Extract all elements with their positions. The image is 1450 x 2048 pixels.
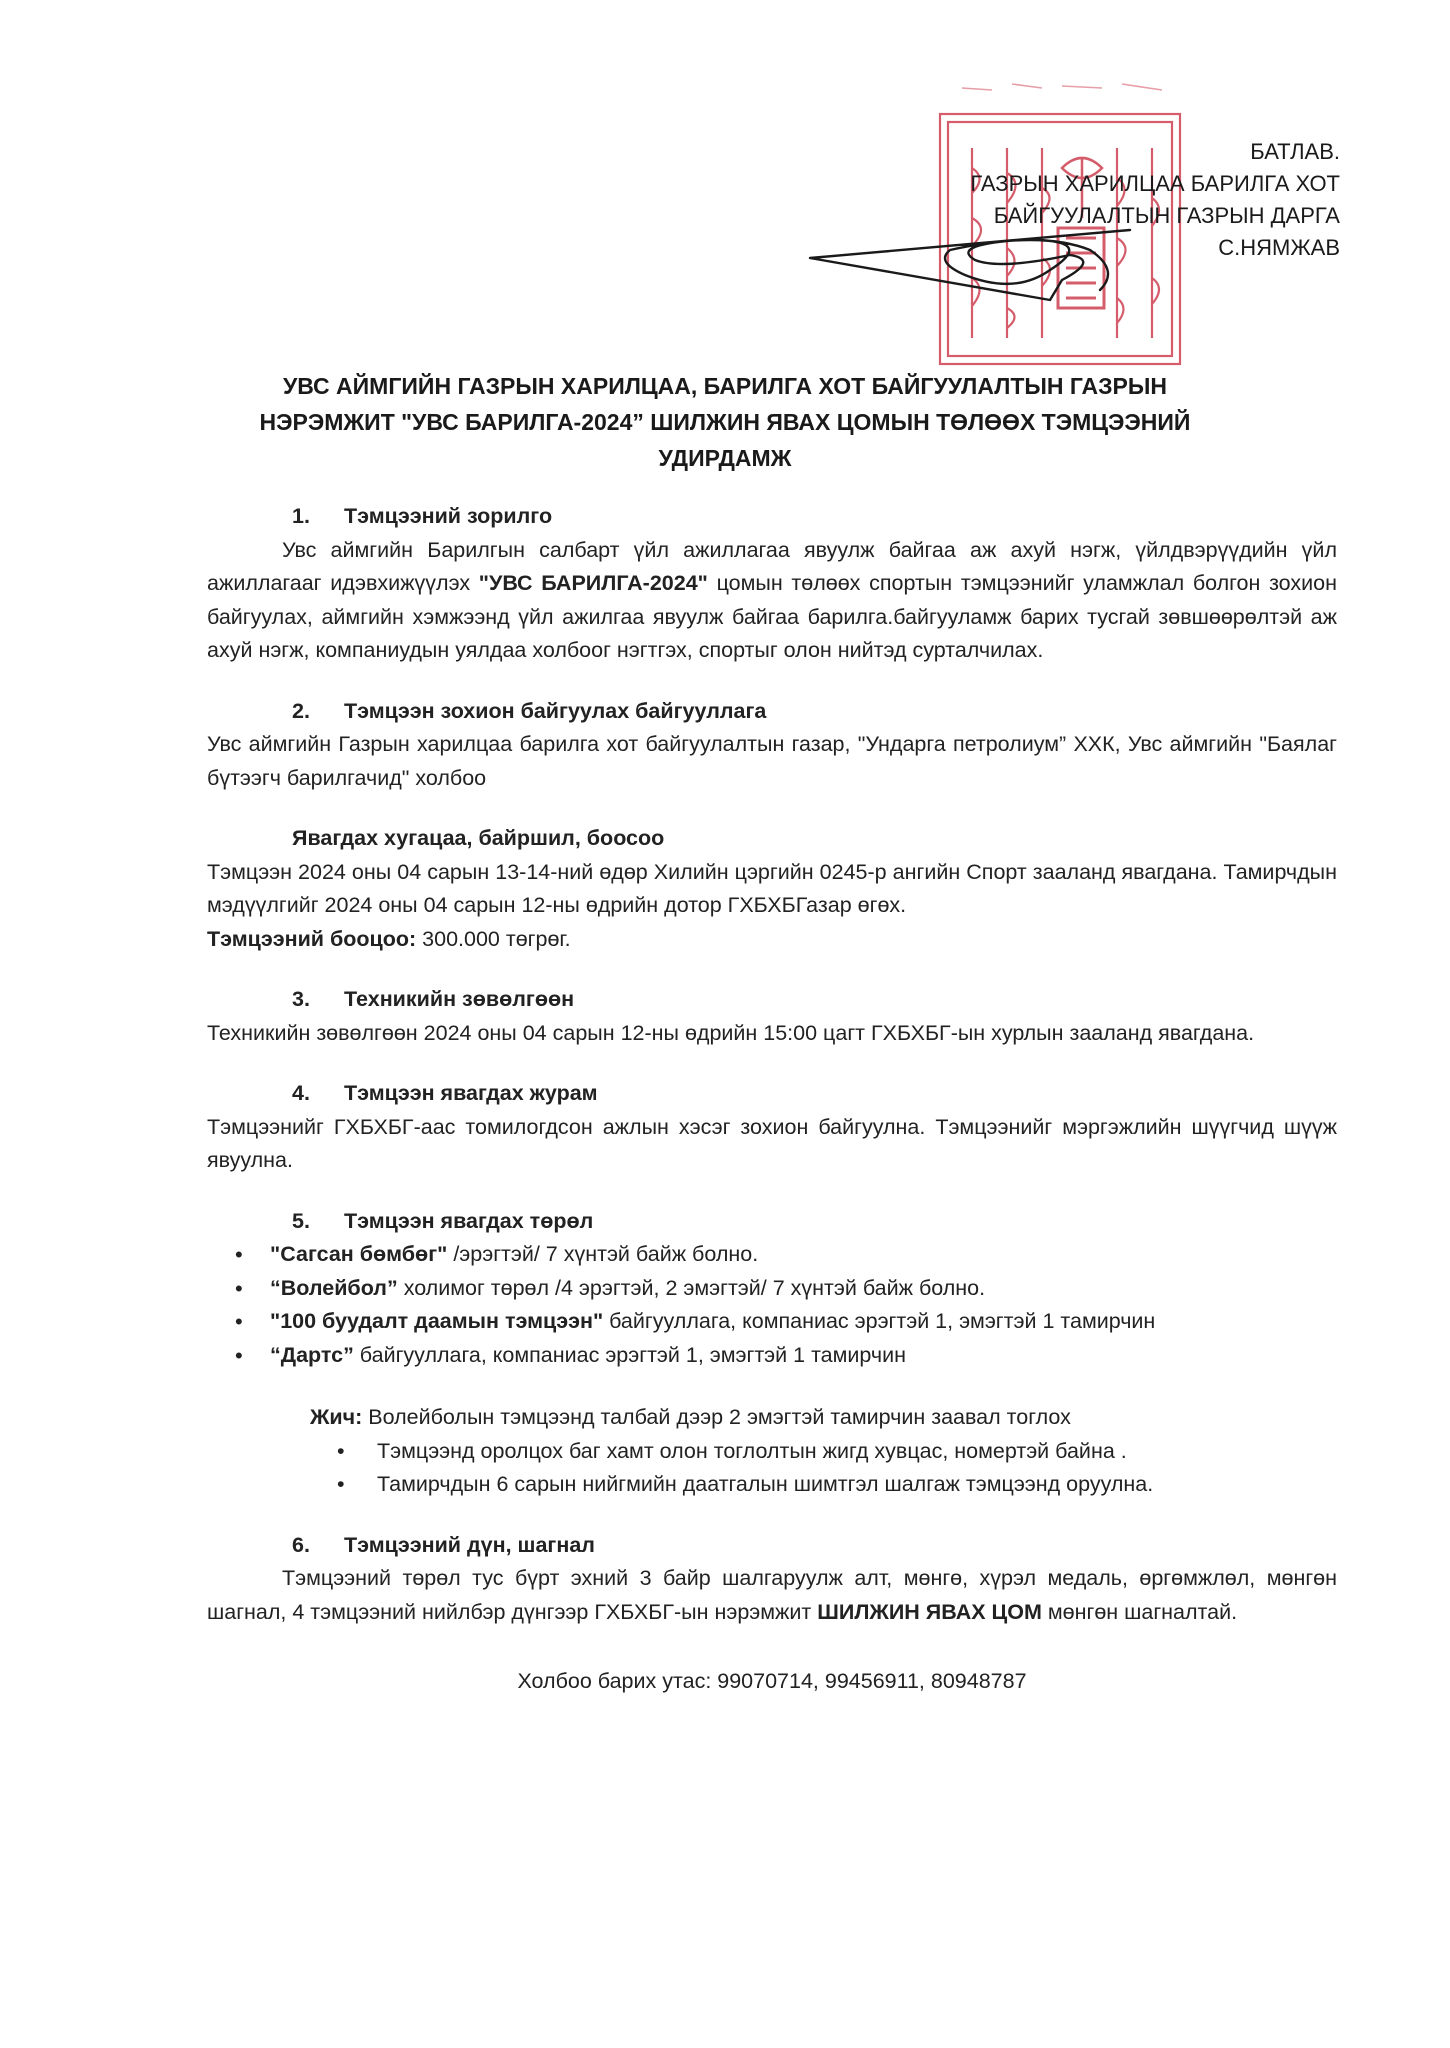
approval-org-line1: ГАЗРЫН ХАРИЛЦАА БАРИЛГА ХОТ bbox=[970, 171, 1340, 196]
section-6-paragraph bbox=[207, 1562, 1337, 1629]
text-run: цомын төлөөх спортын тэмцээнийг уламжлал болгон зохион байгуулах, аймгийн хэмжээнд үйл ажилгаа явуулж байгаа барилга.байгууламж барих тусгай зөвшөөрөлтэй аж ахуй нэгж, компаниудын уялдаа холбоог нэгтгэх, спортыг олон нийтэд сурталчилах. bbox=[207, 571, 1337, 662]
section-number: 1. bbox=[292, 504, 310, 528]
fee-line bbox=[207, 923, 1337, 957]
title-line-2: НЭРЭМЖИТ "УВС БАРИЛГА-2024” ШИЛЖИН ЯВАХ ЦОМЫН ТӨЛӨӨХ ТЭМЦЭЭНИЙ bbox=[259, 409, 1191, 435]
text-run: Увс аймгийн Барилгын салбарт үйл ажиллагаа явуулж байгаа аж ахуй нэгж, үйлдвэрүүдийн үйл ажиллагааг идэвхижүүлэх bbox=[207, 537, 1337, 595]
section-number: 4. bbox=[292, 1081, 310, 1105]
section-1-heading bbox=[292, 500, 1337, 534]
approval-signer: С.НЯМЖАВ bbox=[1218, 235, 1340, 260]
list-item bbox=[207, 1238, 1337, 1272]
section-2-heading bbox=[292, 695, 1337, 729]
item-name: “Волейбол” bbox=[270, 1275, 398, 1300]
note-list bbox=[207, 1435, 1337, 1502]
contact-phones: Холбоо барих утас: 99070714, 99456911, 80948787 bbox=[517, 1669, 1027, 1693]
approval-org-line2: БАЙГУУЛАЛТЫН ГАЗРЫН ДАРГА bbox=[993, 203, 1340, 228]
schedule-paragraph: Тэмцээн 2024 оны 04 сарын 13-14-ний өдөр Хилийн цэргийн 0245-р ангийн Спорт зааланд явагдана. Тамирчдын мэдүүлгийг 2024 оны 04 сарын 12-ны өдрийн дотор ГХБХБГазар өгөх. bbox=[207, 859, 1337, 917]
approval-label: БАТЛАВ. bbox=[1250, 139, 1340, 164]
item-detail: /эрэгтэй/ 7 хүнтэй байж болно. bbox=[447, 1242, 759, 1266]
section-3-heading bbox=[292, 983, 1337, 1017]
text-run-bold: "УВС БАРИЛГА-2024" bbox=[478, 571, 708, 595]
list-item bbox=[207, 1305, 1337, 1339]
section-title: Тэмцээний дүн, шагнал bbox=[344, 1532, 595, 1557]
item-name: "100 буудалт даамын тэмцээн" bbox=[270, 1309, 604, 1333]
section-number: 5. bbox=[292, 1208, 310, 1233]
section-number: 3. bbox=[292, 987, 310, 1011]
item-name: "Сагсан бөмбөг" bbox=[270, 1242, 448, 1266]
item-name: “Дартс” bbox=[270, 1342, 354, 1367]
list-item: • Тамирчдын 6 сарын нийгмийн даатгалын шимтгэл шалгаж тэмцээнд оруулна. bbox=[207, 1468, 1337, 1502]
fee-value: 300.000 төгрөг. bbox=[416, 926, 571, 951]
handwritten-signature bbox=[800, 200, 1160, 310]
section-title: Тэмцээний зорилго bbox=[344, 504, 553, 528]
document-body bbox=[207, 500, 1337, 1699]
section-number: 2. bbox=[292, 698, 310, 723]
section-number: 6. bbox=[292, 1532, 310, 1557]
list-item bbox=[207, 1339, 1337, 1373]
item-detail: байгууллага, компаниас эрэгтэй 1, эмэгтэй 1 тамирчин bbox=[603, 1309, 1156, 1333]
item-detail: холимог төрөл /4 эрэгтэй, 2 эмэгтэй/ 7 хүнтэй байж болно. bbox=[397, 1275, 986, 1300]
section-title: Тэмцээн явагдах төрөл bbox=[344, 1208, 594, 1233]
note-label: Жич: bbox=[310, 1405, 363, 1429]
section-4-paragraph: Тэмцээнийг ГХБХБГ-аас томилогдсон ажлын хэсэг зохион байгуулна. Тэмцээнийг мэргэжлийн шүүгчид шүүж явуулна. bbox=[207, 1114, 1337, 1172]
section-title: Явагдах хугацаа, байршил, боосоо bbox=[292, 826, 665, 850]
section-6-heading bbox=[292, 1529, 1337, 1563]
item-detail: байгууллага, компаниас эрэгтэй 1, эмэгтэй 1 тамирчин bbox=[353, 1342, 906, 1367]
section-5-heading bbox=[292, 1205, 1337, 1239]
text-run: мөнгөн шагналтай. bbox=[1041, 1599, 1238, 1624]
section-title: Тэмцээн явагдах журам bbox=[344, 1081, 598, 1105]
title-line-1: УВС АЙМГИЙН ГАЗРЫН ХАРИЛЦАА, БАРИЛГА ХОТ БАЙГУУЛАЛТЫН ГАЗРЫН bbox=[283, 373, 1167, 399]
competition-types-list bbox=[207, 1238, 1337, 1372]
note-text: Волейболын тэмцээнд талбай дээр 2 эмэгтэй тамирчин заавал тоглох bbox=[362, 1405, 1071, 1429]
section-title: Тэмцээн зохион байгуулах байгууллага bbox=[344, 698, 767, 723]
list-item bbox=[207, 1272, 1337, 1306]
text-run: Тэмцээний төрөл тус бүрт эхний 3 байр шалгаруулж алт, мөнгө, хүрэл медаль, өргөмжлөл, мөнгөн шагнал, 4 тэмцээний нийлбэр дүнгээр ГХБХБГ-ын нэрэмжит bbox=[207, 1566, 1337, 1624]
title-line-3: УДИРДАМЖ bbox=[658, 445, 792, 471]
section-1-paragraph bbox=[207, 534, 1337, 668]
fee-label: Тэмцээний бооцоо: bbox=[207, 926, 417, 951]
list-item: • Тэмцээнд оролцох баг хамт олон тоглолтын жигд хувцас, номертэй байна . bbox=[207, 1435, 1337, 1469]
document-title bbox=[170, 368, 1280, 476]
text-run-bold: ШИЛЖИН ЯВАХ ЦОМ bbox=[817, 1599, 1042, 1624]
schedule-heading bbox=[292, 822, 1337, 856]
section-2-paragraph: Увс аймгийн Газрын харилцаа барилга хот байгуулалтын газар, "Ундарга петролиум” ХХК, Увс аймгийн "Баялаг бүтээгч барилгачид" холбоо bbox=[207, 732, 1337, 790]
section-3-paragraph: Техникийн зөвөлгөөн 2024 оны 04 сарын 12-ны өдрийн 15:00 цагт ГХБХБГ-ын хурлын зааланд явагдана. bbox=[207, 1020, 1255, 1045]
note-line bbox=[310, 1401, 1337, 1435]
section-title: Техникийн зөвөлгөөн bbox=[344, 987, 575, 1011]
section-4-heading bbox=[292, 1077, 1337, 1111]
